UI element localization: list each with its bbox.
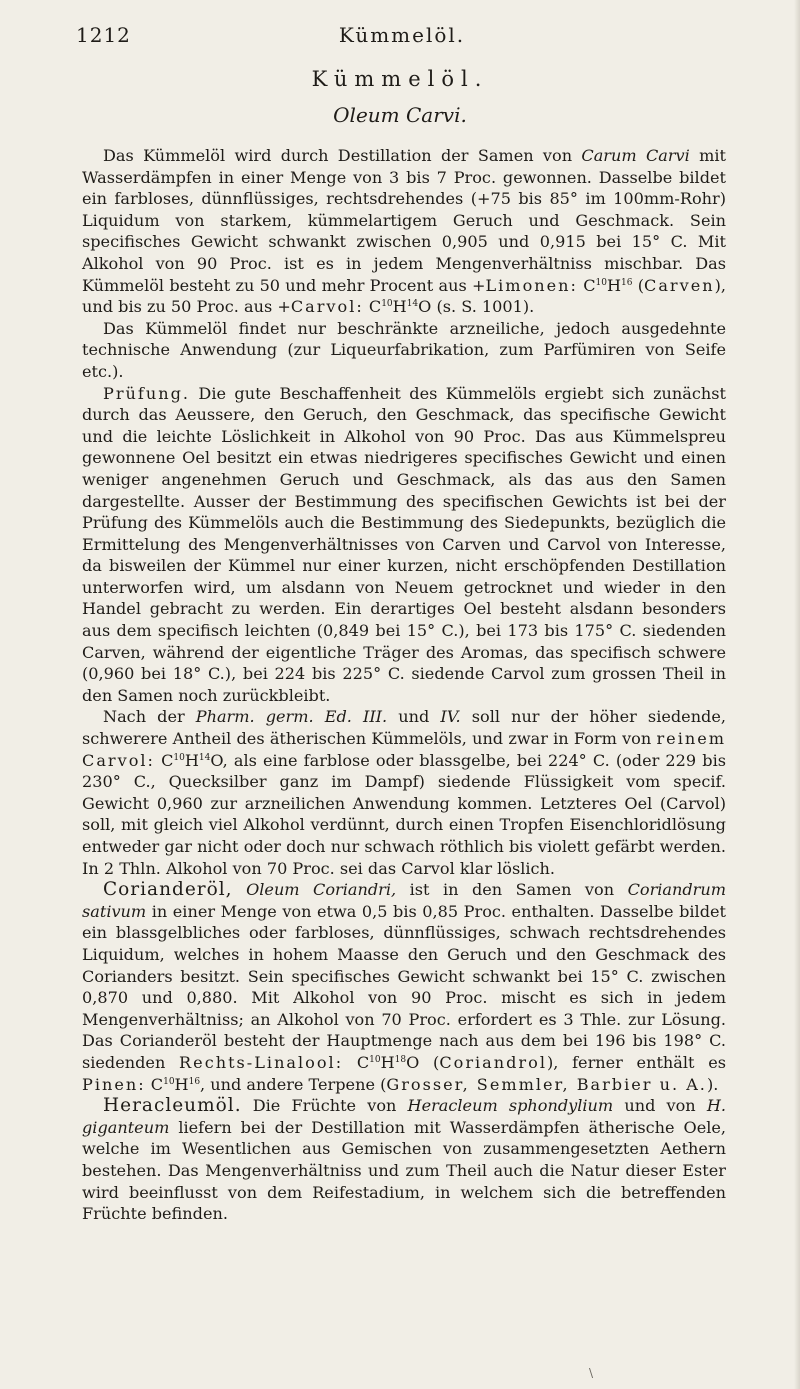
chemical-formula: $C^{10}H^{18}O$ — [343, 1052, 420, 1072]
text-run: ). — [706, 1074, 719, 1094]
text-run: ), und bis zu 50 Proc. aus + — [82, 275, 726, 317]
running-head — [76, 20, 728, 50]
paragraph-coriander — [82, 879, 726, 1095]
text-run: ist in den Samen von — [396, 880, 628, 900]
section-term: Prüfung. — [103, 383, 190, 403]
compound-term: Rechts-Linalool: — [179, 1052, 344, 1072]
taxon-name: Carum Carvi — [581, 146, 690, 165]
paragraph-pharmacopoeia — [82, 706, 726, 879]
text-run: liefern bei der Destillation mit Wasserdämpfen ätherische Oele, welche im Wesentlichen aus Gemischen von zusammengesetzten Aethern bestehen. Das Mengenverhältniss und zum Theil auch die Natur dieser Ester wird beeinflusst von dem Reifestadium, in welchem sich die betreffenden Früchte befinden. — [82, 1117, 726, 1224]
text-run: soll nur der höher siedende, schwerere Antheil des ätherischen Kümmelöls, und zwar in Form von — [82, 707, 726, 749]
text-run: mit Wasserdämpfen in einer Menge von 3 bis 7 Proc. gewonnen. Dasselbe bildet ein farbloses, dünnflüssiges, rechtsdrehendes (+75 bis 85° im 100mm-Rohr) Liquidum von starkem, kümmelartigem Geruch und Geschmack. Sein specifisches Gewicht schwankt zwischen 0,905 und 0,915 bei 15° C. Mit Alkohol von 90 Proc. ist es in jedem Mengenverhältniss mischbar. Das Kümmelöl besteht zu 50 und mehr Procent aus + — [82, 146, 726, 295]
text-run: Nach der — [103, 707, 196, 727]
chemical-formula: $C^{10}H^{16}$ — [577, 275, 633, 295]
article-body — [82, 145, 726, 1225]
taxon-name: Heracleum sphondylium — [407, 1096, 614, 1116]
text-run: Die gute Beschaffenheit des Kümmelöls ergiebt sich zunächst durch das Aeussere, den Geruch, den Geschmack, das specifische Gewicht und die leichte Löslichkeit in Alkohol von 90 Proc. Das aus Kümmelspreu gewonnene Oel besitzt ein etwas niedrigeres specifisches Gewicht und einen weniger angenehmen Geruch und Geschmack, als das aus den Samen dargestellte. Ausser der Bestimmung des specifischen Gewichts ist bei der Prüfung des Kümmelöls auch die Bestimmung des Siedepunkts, bezüglich die Ermittelung des Mengenverhältnisses von Carven und Carvol von Interesse, da bisweilen der Kümmel nur einer kurzen, nicht erschöpfenden Destillation unterworfen wird, um alsdann von Neuem getrocknet und wieder in den Handel gebracht zu werden. Ein derartiges Oel besteht alsdann besonders aus dem specifisch leichten (0,849 bei 15° C.), bei 173 bis 175° C. siedenden Carven, während der eigentliche Träger des Aromas, das specifisch schwere (0,960 bei 18° C.), bei 224 bis 225° C. siedende Carvol zum grossen Theil in den Samen noch zurückbleibt. — [82, 383, 726, 705]
text-run: ), ferner enthält es — [546, 1052, 726, 1072]
chemical-formula: $C^{10}H^{16}$ — [145, 1074, 201, 1094]
compound-term: reinem Carvol: — [82, 729, 726, 770]
text-run: Das Kümmelöl wird durch Destillation der Samen von — [103, 146, 582, 165]
compound-term: Pinen: — [82, 1074, 146, 1094]
text-run: ( — [632, 275, 644, 295]
section-term: Corianderöl, — [103, 879, 233, 901]
reference: Pharm. germ. Ed. III. — [195, 707, 388, 727]
author-names: Grosser, Semmler, Barbier u. A. — [386, 1074, 707, 1094]
page-edge-shadow — [794, 0, 800, 1389]
paragraph-usage: Das Kümmelöl findet nur beschränkte arzneiliche, jedoch ausgedehnte technische Anwendung (zur Liqueurfabrikation, zum Parfümiren von Seife etc.). — [82, 318, 726, 381]
text-run: und von — [613, 1096, 707, 1116]
text-run: Die Früchte von — [241, 1096, 408, 1116]
compound-term: Carvol: — [290, 297, 364, 317]
article-subtitle: Oleum Carvi. — [333, 103, 467, 127]
paragraph-heracleum — [82, 1095, 726, 1225]
section-term: Heracleumöl. — [103, 1095, 242, 1117]
article-title: Kümmelöl. — [311, 67, 489, 91]
compound-term: Coriandrol — [439, 1052, 547, 1072]
paragraph-testing — [82, 383, 726, 707]
running-title: Kümmelöl. — [338, 23, 466, 47]
text-run: , und andere Terpene ( — [200, 1074, 387, 1094]
latin-name: Oleum Coriandri, — [246, 880, 397, 900]
page-number: 1212 — [76, 23, 131, 47]
reference: IV. — [440, 707, 461, 727]
text-run: und — [387, 707, 441, 727]
stray-mark: \ — [589, 1366, 594, 1380]
taxon-name: Coriandrum sativum — [82, 880, 726, 921]
compound-term: Carven — [644, 275, 715, 295]
text-run — [233, 880, 247, 899]
taxon-name: H. giganteum — [82, 1096, 726, 1137]
text-run: ( — [419, 1052, 440, 1072]
text-run: , als eine farblose oder blassgelbe, bei 224° C. (oder 229 bis 230° C., Quecksilber ganz im Dampf) siedende Flüssigkeit vom specif. Gewicht 0,960 zur arzneilichen Anwendung kommen. Letzteres Oel (Carvol) soll, mit gleich viel Alkohol verdünnt, durch einen Tropfen Eisenchloridlösung entweder gar nicht oder doch nur schwach röthlich bis violett gefärbt werden. In 2 Thln. Alkohol von 70 Proc. sei das Carvol klar löslich. — [82, 750, 726, 878]
text-run: (s. S. 1001). — [431, 297, 535, 317]
chemical-formula: $C^{10}H^{14}O$ — [154, 750, 223, 770]
compound-term: Limonen: — [485, 275, 578, 295]
chemical-formula: $C^{10}H^{14}O$ — [363, 297, 432, 317]
paragraph-production — [82, 145, 726, 318]
text-run: in einer Menge von etwa 0,5 bis 0,85 Proc. enthalten. Dasselbe bildet ein blassgelbliches oder farbloses, dünnflüssiges, schwach rechtsdrehendes Liquidum, welches in hohem Maasse den Geruch und den Geschmack des Corianders besitzt. Sein specifisches Gewicht schwankt bei 15° C. zwischen 0,870 und 0,880. Mit Alkohol von 90 Proc. mischt es sich in jedem Mengenverhältniss; an Alkohol von 70 Proc. erfordert es 3 Thle. zur Lösung. Das Corianderöl besteht der Hauptmenge nach aus dem bei 196 bis 198° C. siedenden — [82, 901, 726, 1072]
